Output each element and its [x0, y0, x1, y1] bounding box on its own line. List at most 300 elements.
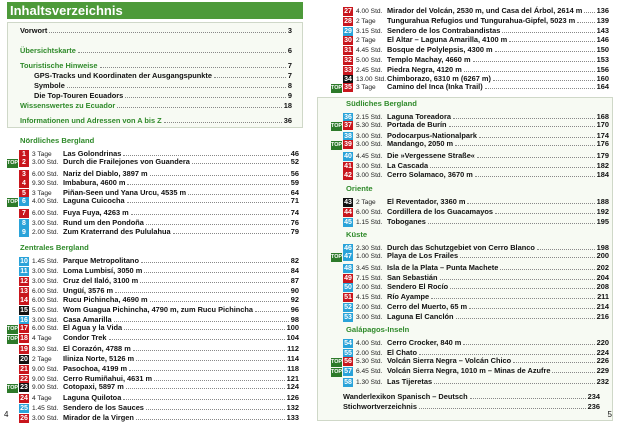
- top-spacer: [7, 176, 18, 185]
- toc-page: 236: [587, 401, 600, 411]
- tour-name: Sendero El Rocío: [387, 282, 449, 292]
- hike-entry[interactable]: [7, 352, 299, 362]
- tour-page: 133: [286, 413, 299, 422]
- top-spacer: [331, 300, 342, 309]
- hike-entry[interactable]: [7, 157, 299, 167]
- tour-name: Durch die Frailejones von Guandera: [63, 156, 190, 166]
- tour-name: Sendero de los Contrabandistas: [387, 25, 501, 35]
- tour-duration: 4.00 Std.: [356, 340, 383, 348]
- toc-entry[interactable]: [8, 81, 301, 91]
- hike-entry[interactable]: [331, 33, 609, 43]
- top-tour-badge: TOP: [331, 254, 342, 260]
- top-tour-badge: TOP: [7, 384, 18, 391]
- tour-name: San Sebastián: [387, 272, 438, 282]
- tour-number-badge: 49: [344, 274, 352, 282]
- tour-page: 136: [596, 6, 609, 15]
- tour-page: 74: [290, 207, 299, 217]
- tour-duration: 13.00 Std.: [356, 76, 387, 84]
- hike-entry[interactable]: [331, 110, 609, 120]
- tour-duration: 3.00 Std.: [32, 415, 59, 422]
- hike-entry[interactable]: [7, 147, 299, 157]
- tour-duration: 3.00 Std.: [32, 219, 59, 227]
- tour-page: 64: [290, 188, 299, 198]
- dot-leader: [470, 398, 586, 399]
- top-tour-badge: TOP: [331, 358, 342, 365]
- tour-duration: 6.00 Std.: [32, 287, 59, 295]
- tour-number-badge: 54: [344, 340, 352, 348]
- section-heading: Zentrales Bergland: [20, 243, 89, 253]
- tour-page: 192: [596, 206, 609, 216]
- tour-page: 160: [596, 74, 609, 84]
- tour-page: 164: [596, 82, 609, 91]
- tour-duration: 5.30 Std.: [356, 357, 383, 365]
- tour-duration: 4 Tage: [32, 395, 52, 403]
- tour-number-badge: 38: [344, 133, 352, 141]
- tour-duration: 3 Tage: [32, 151, 52, 158]
- tour-name: Laguna Quilotoa: [63, 393, 122, 403]
- top-spacer: [7, 254, 18, 263]
- tour-number-badge: 40: [344, 152, 352, 160]
- top-spacer: [331, 4, 342, 13]
- top-spacer: [7, 274, 18, 283]
- tour-name: Condor Trek: [63, 332, 107, 342]
- tour-duration: 5.30 Std.: [356, 121, 383, 129]
- tour-duration: 4.00 Std.: [32, 198, 59, 205]
- tour-number-badge: 55: [344, 350, 352, 357]
- tour-number-badge: 14: [20, 297, 28, 305]
- toc-page: 18: [283, 101, 292, 110]
- tour-duration: 2.00 Std.: [356, 350, 383, 357]
- tour-name: Durch das Schutzgebiet von Cerro Blanco: [387, 243, 535, 253]
- tour-name: La Cascada: [387, 160, 429, 170]
- hike-entry[interactable]: [7, 411, 299, 421]
- hike-entry[interactable]: [331, 159, 609, 169]
- tour-name: Nariz del Diablo, 3897 m: [63, 168, 148, 178]
- hike-entry[interactable]: [7, 372, 299, 382]
- top-spacer: [331, 63, 342, 72]
- dot-leader: [164, 122, 282, 123]
- hike-entry[interactable]: [331, 63, 609, 73]
- toc-page: 7: [287, 61, 292, 70]
- dot-leader: [136, 419, 285, 420]
- hike-entry[interactable]: [7, 362, 299, 372]
- tour-duration: 9.00 Std.: [32, 383, 59, 391]
- tour-name: Laguna Toreadora: [387, 111, 451, 121]
- tour-name: Laguna El Canclón: [387, 311, 454, 321]
- toc-entry[interactable]: [8, 61, 301, 71]
- hike-entry[interactable]: [331, 280, 609, 290]
- tour-duration: 3.45 Std.: [356, 264, 383, 272]
- tour-number-badge: 58: [344, 379, 352, 387]
- top-spacer: [331, 110, 342, 119]
- tour-number-badge: 27: [344, 8, 352, 15]
- tour-duration: 3.00 Std.: [32, 317, 59, 324]
- tour-page: 220: [596, 338, 609, 348]
- hike-entry[interactable]: [7, 196, 299, 206]
- hike-entry[interactable]: [331, 120, 609, 130]
- tour-page: 184: [596, 170, 609, 180]
- hike-entry[interactable]: [331, 24, 609, 34]
- toc-page: 36: [283, 116, 292, 125]
- hike-entry[interactable]: [7, 216, 299, 226]
- top-tour-badge: TOP: [7, 325, 18, 332]
- tour-name: Cerro Solamaco, 3670 m: [387, 170, 473, 180]
- tour-duration: 3.00 Std.: [356, 133, 383, 141]
- page-title: Inhaltsverzeichnis: [7, 2, 303, 19]
- tour-page: 79: [290, 227, 299, 237]
- top-spacer: [331, 195, 342, 204]
- toc-entry[interactable]: [331, 392, 609, 402]
- toc-label: Die Top-Touren Ecuadors: [34, 91, 124, 100]
- top-spacer: [331, 33, 342, 42]
- tour-name: El Altar – Laguna Amarilla, 4100 m: [387, 35, 508, 45]
- section-heading: Südliches Bergland: [346, 98, 417, 108]
- tour-name: Cerro Rumiñahui, 4631 m: [63, 373, 153, 383]
- tour-page: 96: [290, 305, 299, 315]
- top-spacer: [331, 375, 342, 384]
- tour-page: 87: [290, 275, 299, 285]
- tour-duration: 5.00 Std.: [32, 307, 59, 315]
- top-spacer: [7, 216, 18, 225]
- toc-label: Touristische Hinweise: [20, 61, 98, 70]
- tour-name: Parque Metropolitano: [63, 256, 139, 266]
- tour-page: 156: [596, 64, 609, 74]
- hike-entry[interactable]: [331, 310, 609, 320]
- tour-name: Camino del Inca (Inka Trail): [387, 82, 483, 91]
- tour-name: Zum Kraterrand des Pululahua: [63, 227, 171, 237]
- tour-page: 208: [596, 282, 609, 292]
- hike-entry[interactable]: [331, 346, 609, 356]
- tour-name: Toboganes: [387, 216, 426, 226]
- tour-name: Loma Lumbisí, 3050 m: [63, 266, 143, 275]
- tour-name: Cerro Crocker, 840 m: [387, 338, 462, 348]
- hike-entry[interactable]: [331, 43, 609, 53]
- tour-number-badge: 22: [20, 375, 28, 383]
- hike-entry[interactable]: [331, 356, 609, 366]
- tour-page: 176: [596, 139, 609, 148]
- tour-number-badge: 57: [344, 367, 352, 375]
- hike-entry[interactable]: [331, 14, 609, 24]
- tour-number-badge: 30: [344, 37, 352, 45]
- page-number-left: 4: [4, 410, 9, 419]
- tour-duration: 3.15 Std.: [356, 27, 383, 35]
- tour-number-badge: 44: [344, 208, 352, 216]
- tour-duration: 1.15 Std.: [356, 218, 383, 226]
- hike-entry[interactable]: [331, 241, 609, 251]
- tour-page: 198: [596, 243, 609, 253]
- dot-leader: [67, 87, 286, 88]
- top-tour-badge: TOP: [331, 368, 342, 375]
- hike-entry[interactable]: [331, 366, 609, 376]
- tour-number-badge: 28: [344, 17, 352, 25]
- tour-name: Podocarpus-Nationalpark: [387, 131, 477, 141]
- toc-entry[interactable]: [8, 71, 301, 81]
- top-spacer: [7, 303, 18, 312]
- tour-name: Pasochoa, 4199 m: [63, 364, 128, 373]
- tour-name: Die »Vergessene Straße«: [387, 150, 475, 160]
- toc-entry[interactable]: [8, 91, 301, 101]
- top-spacer: [7, 264, 18, 273]
- tour-page: 168: [596, 111, 609, 121]
- tour-page: 92: [290, 295, 299, 305]
- top-spacer: [331, 241, 342, 250]
- hike-entry[interactable]: [331, 215, 609, 225]
- hike-entry[interactable]: [7, 186, 299, 196]
- dot-leader: [513, 362, 594, 363]
- hike-entry[interactable]: [7, 167, 299, 177]
- top-spacer: [7, 362, 18, 371]
- hike-entry[interactable]: [7, 391, 299, 401]
- hike-entry[interactable]: [331, 375, 609, 385]
- dot-leader: [126, 388, 285, 389]
- hike-entry[interactable]: [331, 129, 609, 139]
- tour-number-badge: 31: [344, 47, 352, 54]
- toc-page: 7: [287, 71, 292, 80]
- top-spacer: [331, 280, 342, 289]
- tour-name: El Reventador, 3360 m: [387, 197, 466, 206]
- tour-duration: 2.00 Std.: [356, 303, 383, 311]
- tour-name: Iliniza Norte, 5126 m: [63, 354, 135, 364]
- tour-page: 188: [596, 197, 609, 206]
- hike-entry[interactable]: [7, 176, 299, 186]
- tour-number-badge: 12: [20, 277, 28, 285]
- top-spacer: [331, 129, 342, 138]
- hike-entry[interactable]: [7, 323, 299, 333]
- hike-entry[interactable]: [331, 82, 609, 92]
- tour-number-badge: 4: [19, 179, 29, 188]
- tour-duration: 4.15 Std.: [356, 294, 383, 301]
- tour-name: Rucu Pichincha, 4690 m: [63, 295, 148, 305]
- tour-page: 200: [596, 251, 609, 260]
- tour-number-badge: 17: [20, 324, 28, 332]
- hike-entry[interactable]: [7, 382, 299, 392]
- toc-entry[interactable]: [8, 116, 301, 126]
- tour-duration: 8.30 Std.: [32, 346, 59, 354]
- tour-name: Cruz del Ilaló, 3100 m: [63, 275, 139, 285]
- tour-duration: 1.45 Std.: [32, 405, 59, 413]
- tour-duration: 3.00 Std.: [356, 313, 383, 321]
- tour-page: 214: [596, 301, 609, 311]
- page-number-right: 5: [607, 410, 612, 419]
- hike-entry[interactable]: [7, 284, 299, 294]
- tour-name: Mirador de la Virgen: [63, 413, 134, 422]
- tour-duration: 4.00 Std.: [356, 8, 383, 15]
- tour-page: 126: [286, 393, 299, 403]
- tour-page: 124: [286, 381, 299, 391]
- top-spacer: [331, 271, 342, 280]
- top-spacer: [331, 346, 342, 355]
- top-spacer: [7, 186, 18, 195]
- toc-label: Übersichtskarte: [20, 46, 76, 55]
- tour-name: Cerro del Muerto, 65 m: [387, 301, 468, 311]
- hike-entry[interactable]: [7, 274, 299, 284]
- hike-entry[interactable]: [331, 271, 609, 281]
- top-spacer: [7, 391, 18, 400]
- tour-number-badge: 19: [20, 346, 28, 354]
- tour-name: Fuya Fuya, 4263 m: [63, 207, 129, 217]
- tour-number-badge: 47: [344, 253, 352, 260]
- top-spacer: [7, 313, 18, 322]
- dot-leader: [460, 257, 595, 258]
- hike-entry[interactable]: [331, 72, 609, 82]
- dot-leader: [419, 408, 586, 409]
- tour-number-badge: 13: [20, 287, 28, 295]
- tour-name: Laguna Cuicocha: [63, 196, 125, 205]
- hike-entry[interactable]: [7, 401, 299, 411]
- dot-leader: [455, 145, 595, 146]
- toc-label: Symbole: [34, 81, 65, 90]
- hike-entry[interactable]: [331, 261, 609, 271]
- toc-entry[interactable]: [8, 101, 301, 111]
- tour-duration: 5.00 Std.: [356, 56, 383, 64]
- section-heading: Nördliches Bergland: [20, 136, 95, 145]
- tour-duration: 1.45 Std.: [32, 258, 59, 266]
- top-spacer: [7, 352, 18, 361]
- toc-label: GPS-Tracks und Koordinaten der Ausgangspunkte: [34, 71, 212, 80]
- tour-name: Imbabura, 4600 m: [63, 178, 126, 188]
- tour-name: Volcán Sierra Negra – Volcán Chico: [387, 355, 512, 365]
- tour-duration: 2 Tage: [356, 17, 376, 25]
- top-spacer: [331, 159, 342, 168]
- tour-page: 82: [290, 256, 299, 266]
- dot-leader: [475, 176, 595, 177]
- tour-number-badge: 2: [19, 158, 29, 167]
- hike-entry[interactable]: [7, 342, 299, 352]
- hike-entry[interactable]: [331, 300, 609, 310]
- tour-duration: 3.00 Std.: [356, 141, 383, 148]
- hike-entry[interactable]: [7, 264, 299, 274]
- tour-page: 170: [596, 119, 609, 129]
- tour-number-badge: 8: [19, 219, 29, 228]
- tour-name: El Corazón, 4788 m: [63, 344, 131, 354]
- top-spacer: [7, 372, 18, 381]
- section-heading: Galápagos-Inseln: [346, 325, 410, 335]
- tour-number-badge: 15: [20, 307, 28, 315]
- tour-page: 84: [290, 266, 299, 275]
- tour-number-badge: 16: [20, 317, 28, 324]
- tour-number-badge: 52: [344, 303, 352, 311]
- dot-leader: [428, 223, 595, 224]
- tour-page: 143: [596, 25, 609, 35]
- dot-leader: [127, 202, 289, 203]
- tour-page: 204: [596, 272, 609, 282]
- tour-name: Casa Amarilla: [63, 315, 112, 324]
- tour-number-badge: 37: [344, 121, 352, 129]
- toc-entry[interactable]: [331, 402, 609, 412]
- tour-name: Mandango, 2050 m: [387, 139, 454, 148]
- tour-duration: 4.45 Std.: [356, 47, 383, 54]
- tour-number-badge: 36: [344, 113, 352, 121]
- toc-label: Wissenswertes zu Ecuador: [20, 101, 116, 110]
- tour-name: Ungüí, 3576 m: [63, 285, 114, 295]
- hike-entry[interactable]: [331, 53, 609, 63]
- hike-entry[interactable]: [7, 303, 299, 313]
- tour-duration: 3.00 Std.: [356, 172, 383, 180]
- top-spacer: [7, 206, 18, 215]
- tour-duration: 9.00 Std.: [32, 375, 59, 383]
- toc-entry[interactable]: [8, 46, 301, 56]
- tour-name: Las Tijeretas: [387, 377, 433, 387]
- dot-leader: [125, 97, 286, 98]
- tour-page: 216: [596, 311, 609, 321]
- tour-name: Piedra Negra, 4120 m: [387, 64, 462, 74]
- tour-page: 71: [290, 196, 299, 205]
- hike-entry[interactable]: [7, 333, 299, 343]
- tour-page: 226: [596, 355, 609, 365]
- tour-page: 100: [286, 322, 299, 332]
- tour-name: Rund um den Pondoña: [63, 217, 144, 227]
- tour-name: Tungurahua Refugios und Tungurahua-Gipfel, 5023 m: [387, 15, 576, 25]
- dot-leader: [49, 32, 286, 33]
- tour-duration: 6.00 Std.: [32, 170, 59, 178]
- toc-page: 234: [587, 392, 600, 401]
- top-spacer: [331, 261, 342, 270]
- top-spacer: [7, 147, 18, 156]
- hike-entry[interactable]: [331, 336, 609, 346]
- top-spacer: [331, 53, 342, 62]
- tour-page: 179: [596, 150, 609, 160]
- top-tour-badge: TOP: [7, 335, 18, 342]
- hike-entry[interactable]: [331, 4, 609, 14]
- tour-name: Playa de Los Frailes: [387, 251, 459, 260]
- dot-leader: [100, 67, 286, 68]
- tour-page: 202: [596, 262, 609, 272]
- top-spacer: [7, 401, 18, 410]
- tour-number-badge: 43: [344, 199, 352, 206]
- tour-name: Cotopaxi, 5897 m: [63, 381, 124, 391]
- hike-entry[interactable]: [331, 205, 609, 215]
- dot-leader: [552, 372, 594, 373]
- toc-entry[interactable]: [8, 26, 301, 36]
- tour-duration: 2 Tage: [356, 199, 376, 206]
- hike-entry[interactable]: [331, 139, 609, 149]
- tour-page: 153: [596, 54, 609, 64]
- right-page: [310, 0, 620, 424]
- tour-duration: 3.00 Std.: [32, 158, 59, 166]
- hike-entry[interactable]: [331, 195, 609, 205]
- tour-duration: 2.00 Std.: [356, 284, 383, 292]
- hike-entry[interactable]: [7, 206, 299, 216]
- tour-page: 46: [290, 149, 299, 158]
- hike-entry[interactable]: [331, 168, 609, 178]
- hike-entry[interactable]: [7, 313, 299, 323]
- tour-page: 121: [286, 373, 299, 383]
- tour-name: El Chato: [387, 348, 417, 357]
- tour-number-badge: 9: [19, 228, 29, 237]
- hike-entry[interactable]: [331, 149, 609, 159]
- tour-duration: 3.00 Std.: [356, 162, 383, 170]
- tour-page: 182: [596, 160, 609, 170]
- hike-entry[interactable]: [7, 254, 299, 264]
- tour-duration: 6.00 Std.: [32, 297, 59, 305]
- hike-entry[interactable]: [331, 290, 609, 300]
- top-tour-badge: TOP: [331, 142, 342, 148]
- tour-number-badge: 18: [20, 334, 28, 342]
- hike-entry[interactable]: [331, 251, 609, 261]
- top-spacer: [331, 168, 342, 177]
- tour-number-badge: 21: [20, 366, 28, 373]
- top-spacer: [331, 205, 342, 214]
- top-spacer: [7, 167, 18, 176]
- top-spacer: [7, 225, 18, 234]
- tour-page: 224: [596, 348, 609, 357]
- top-spacer: [331, 43, 342, 52]
- hike-entry[interactable]: [7, 293, 299, 303]
- tour-duration: 1.00 Std.: [356, 253, 383, 260]
- tour-number-badge: 33: [344, 66, 352, 74]
- dot-leader: [434, 383, 595, 384]
- hike-entry[interactable]: [7, 225, 299, 235]
